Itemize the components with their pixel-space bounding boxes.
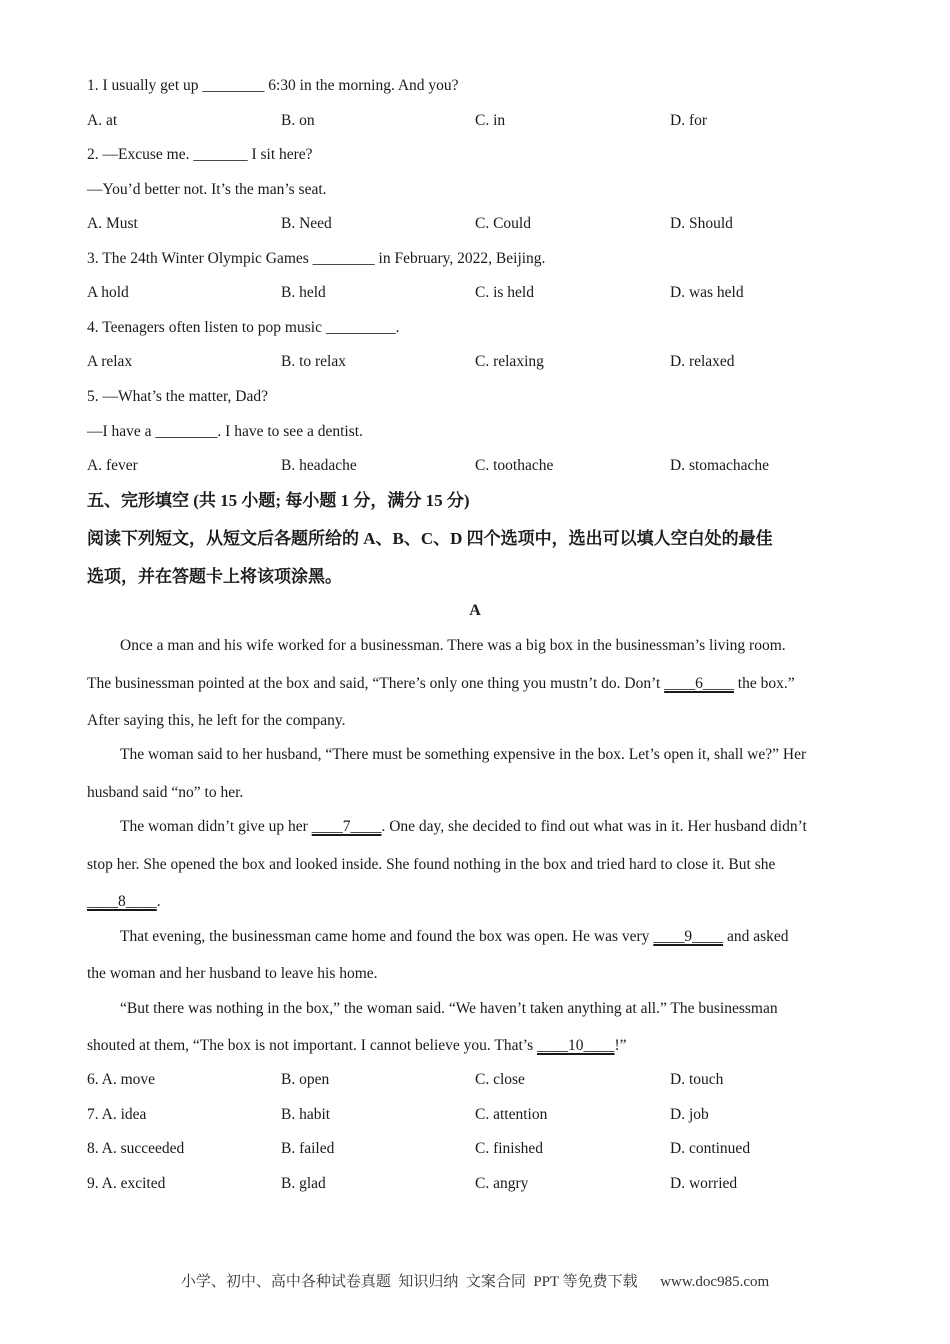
question-2-reply: —You’d better not. It’s the man’s seat. (87, 181, 327, 198)
option-a: 9. A. excited (87, 1175, 166, 1192)
passage-text: The woman didn’t give up her (120, 818, 312, 835)
option-b: B. headache (281, 457, 357, 474)
option-b: B. open (281, 1071, 330, 1088)
passage-text: . One day, she decided to find out what was in it. Her husband didn’t (381, 818, 807, 835)
section-instruction-1: 阅读下列短文，从短文后各题所给的 A、B、C、D 四个选项中，选出可以填人空白处的最佳 (87, 529, 773, 548)
option-b: B. to relax (281, 353, 346, 370)
option-c: C. Could (475, 215, 531, 232)
question-1-stem: 1. I usually get up ________ 6:30 in the morning. And you? (87, 77, 459, 94)
option-d: D. touch (670, 1071, 724, 1088)
question-5-reply: —I have a ________. I have to see a dentist. (87, 423, 363, 440)
passage-line: husband said “no” to her. (87, 784, 244, 801)
cloze-6-options (87, 1070, 867, 1090)
cloze-7-options (87, 1105, 867, 1125)
option-d: D. continued (670, 1140, 751, 1157)
option-b: B. held (281, 284, 326, 301)
option-d: D. for (670, 112, 708, 129)
option-d: D. was held (670, 284, 744, 301)
passage-line: After saying this, he left for the company. (87, 712, 346, 729)
passage-label: A (469, 602, 481, 619)
option-a: 7. A. idea (87, 1106, 147, 1123)
option-d: D. worried (670, 1175, 738, 1192)
option-d: D. relaxed (670, 353, 735, 370)
passage-text: The businessman pointed at the box and said, “There’s only one thing you mustn’t do. Don’t (87, 675, 665, 692)
option-b: B. glad (281, 1175, 326, 1192)
option-b: B. habit (281, 1106, 331, 1123)
passage-line: the woman and her husband to leave his home. (87, 965, 378, 982)
passage-text: That evening, the businessman came home and found the box was open. He was very (120, 928, 654, 945)
blank-9: ____9____ (653, 928, 724, 945)
question-1-options (87, 111, 867, 131)
passage-text: shouted at them, “The box is not important. I cannot believe you. That’s (87, 1037, 537, 1054)
passage-line (87, 674, 877, 694)
option-d: D. Should (670, 215, 733, 232)
option-c: C. attention (475, 1106, 548, 1123)
passage-text: !” (614, 1037, 627, 1054)
option-d: D. job (670, 1106, 709, 1123)
option-c: C. is held (475, 284, 534, 301)
passage-line (120, 927, 910, 947)
option-a: A. Must (87, 215, 138, 232)
passage-line: “But there was nothing in the box,” the woman said. “We haven’t taken anything at all.” The businessman (120, 1000, 778, 1017)
option-a: 6. A. move (87, 1071, 156, 1088)
option-a: A. at (87, 112, 118, 129)
cloze-9-options (87, 1174, 867, 1194)
blank-7: ____7____ (311, 818, 382, 835)
option-c: C. finished (475, 1140, 544, 1157)
passage-text: . (156, 893, 161, 910)
option-a: 8. A. succeeded (87, 1140, 185, 1157)
passage-line: The woman said to her husband, “There must be something expensive in the box. Let’s open it, shall we?” Her (120, 746, 807, 763)
blank-6: ____6____ (664, 675, 734, 692)
passage-line (120, 817, 910, 837)
option-c: C. toothache (475, 457, 554, 474)
option-c: C. angry (475, 1175, 529, 1192)
question-3-options (87, 283, 867, 303)
question-4-stem: 4. Teenagers often listen to pop music _________. (87, 319, 400, 336)
question-3-stem: 3. The 24th Winter Olympic Games ________ in February, 2022, Beijing. (87, 250, 546, 267)
option-b: B. Need (281, 215, 332, 232)
blank-10: ____10____ (536, 1037, 615, 1054)
option-b: B. failed (281, 1140, 335, 1157)
option-c: C. relaxing (475, 353, 544, 370)
page-footer: 小学、初中、高中各种试卷真题 知识归纳 文案合同 PPT 等免费下载 www.doc985.com (180, 1274, 770, 1290)
passage-text: the box.” (733, 675, 795, 692)
option-a: A relax (87, 353, 133, 370)
option-c: C. in (475, 112, 506, 129)
passage-line (87, 892, 877, 912)
section-instruction-2: 选项，并在答题卡上将该项涂黑。 (87, 567, 342, 586)
question-4-options (87, 352, 867, 372)
passage-line (87, 1036, 877, 1056)
section-title: 五、完形填空 (共 15 小题; 每小题 1 分，满分 15 分) (87, 491, 470, 510)
question-2-stem: 2. —Excuse me. _______ I sit here? (87, 146, 313, 163)
option-b: B. on (281, 112, 315, 129)
blank-8: ____8____ (87, 893, 157, 910)
passage-line: Once a man and his wife worked for a businessman. There was a big box in the businessman’s living room. (120, 637, 786, 654)
cloze-8-options (87, 1139, 867, 1159)
passage-text: and asked (723, 928, 789, 945)
question-5-options (87, 456, 867, 476)
option-c: C. close (475, 1071, 525, 1088)
option-a: A hold (87, 284, 129, 301)
question-2-options (87, 214, 867, 234)
option-d: D. stomachache (670, 457, 769, 474)
option-a: A. fever (87, 457, 138, 474)
passage-line: stop her. She opened the box and looked inside. She found nothing in the box and tried hard to close it. But she (87, 856, 776, 873)
question-5-stem: 5. —What’s the matter, Dad? (87, 388, 269, 405)
